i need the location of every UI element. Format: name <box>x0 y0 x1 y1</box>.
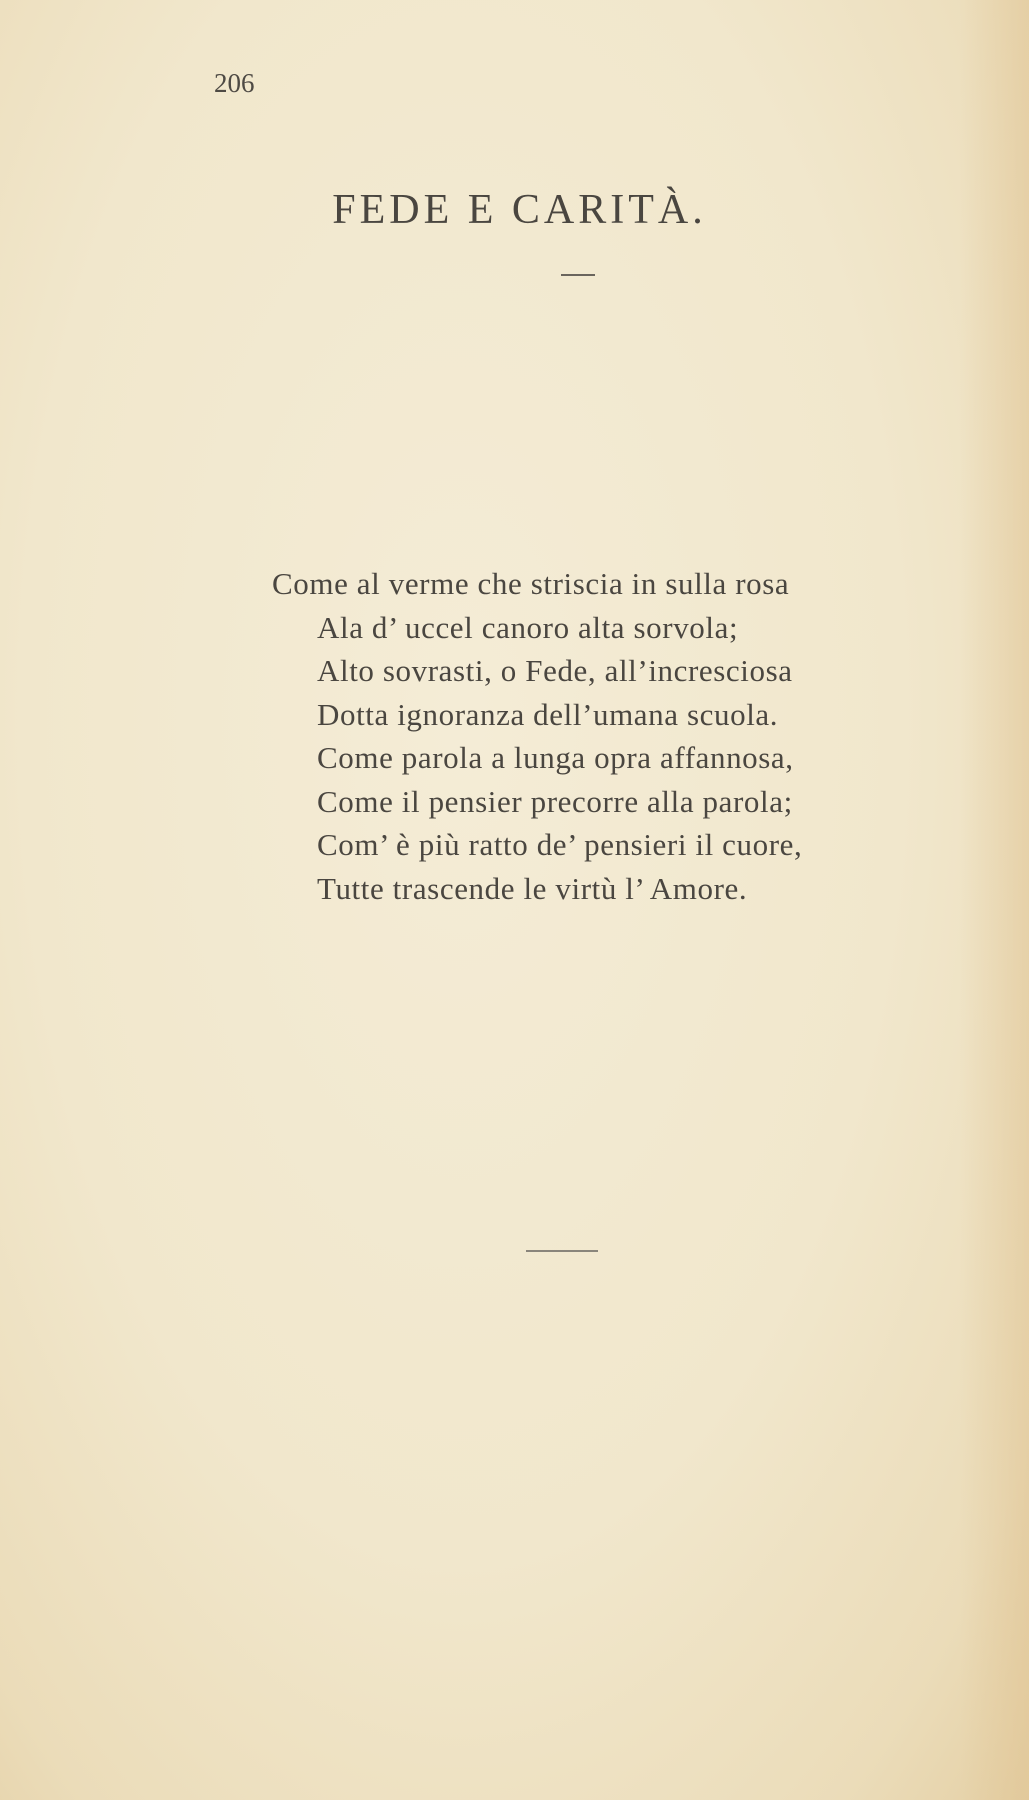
verse-line: Come il pensier precorre alla parola; <box>317 783 793 819</box>
verse-line: Ala d’ uccel canoro alta sorvola; <box>317 609 739 645</box>
verse-line: Dotta ignoranza dell’umana scuola. <box>317 696 779 732</box>
page-edge-shading <box>959 0 1029 1800</box>
page-number: 206 <box>214 68 255 98</box>
verse-line: Come al verme che striscia in sulla rosa <box>272 566 790 601</box>
title-rule <box>561 274 595 276</box>
verse-line: Come parola a lunga opra affannosa, <box>317 740 794 775</box>
poem-body <box>272 562 912 910</box>
verse-line: Tutte trascende le virtù l’ Amore. <box>317 870 748 906</box>
end-rule <box>526 1250 598 1252</box>
poem-title: FEDE E CARITÀ. <box>332 187 707 233</box>
verse-line: Com’ è più ratto de’ pensieri il cuore, <box>317 827 803 862</box>
verse-line: Alto sovrasti, o Fede, all’incresciosa <box>317 653 793 688</box>
